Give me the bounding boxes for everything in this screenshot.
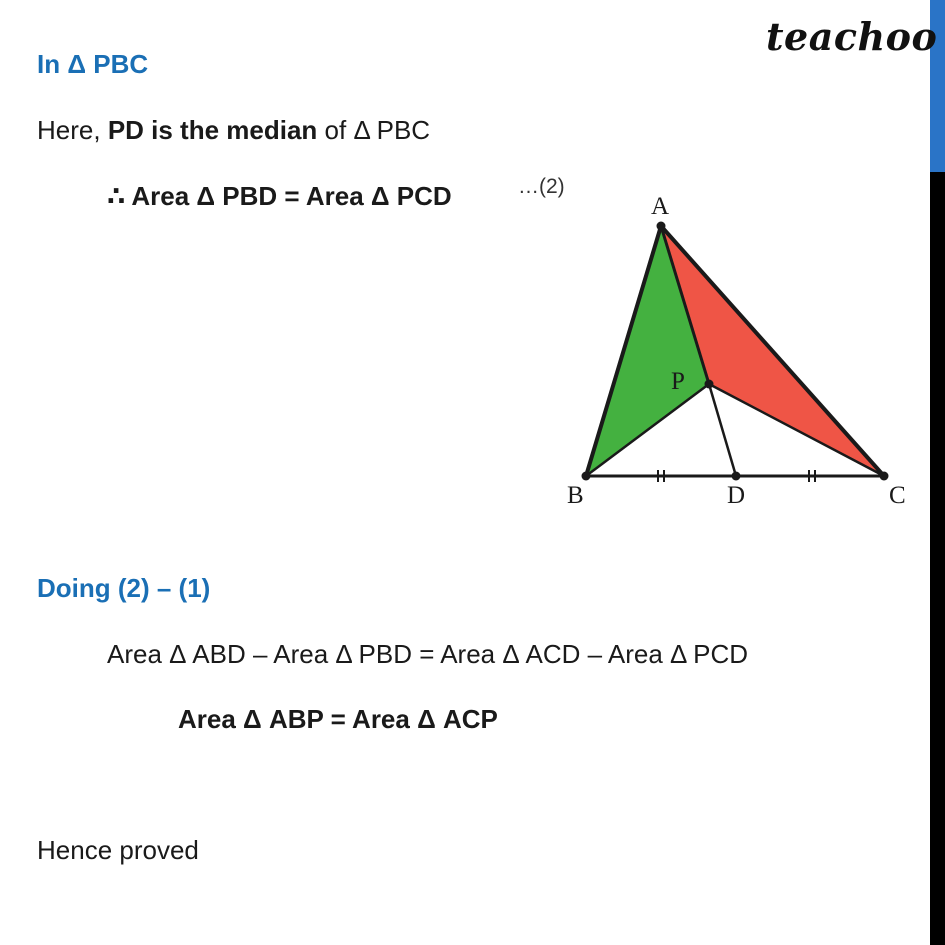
subtraction-equation: Area Δ ABD – Area Δ PBD = Area Δ ACD – Area Δ PCD xyxy=(107,639,749,669)
triangle-figure xyxy=(555,188,920,518)
label-d: D xyxy=(727,482,746,509)
area-conclusion: ∴ Area Δ PBD = Area Δ PCD xyxy=(107,181,452,211)
vertex-a-dot xyxy=(657,222,666,231)
hence-proved: Hence proved xyxy=(37,835,199,865)
point-d-dot xyxy=(732,472,741,481)
vertex-c-dot xyxy=(880,472,889,481)
teachoo-logo: teachoo xyxy=(766,14,938,59)
median-statement xyxy=(37,115,430,146)
point-p-dot xyxy=(705,380,714,389)
median-pd xyxy=(709,384,736,476)
vertex-b-dot xyxy=(582,472,591,481)
section-heading-doing: Doing (2) – (1) xyxy=(37,573,211,603)
label-b: B xyxy=(567,482,584,509)
section-heading-pbc: In Δ PBC xyxy=(37,49,149,79)
label-p: P xyxy=(671,368,685,395)
label-a: A xyxy=(651,193,670,220)
median-statement-prefix: Here, xyxy=(37,115,108,145)
median-statement-suffix: of Δ PBC xyxy=(317,115,431,145)
equation-reference: …(2) xyxy=(518,175,565,198)
median-statement-bold: PD is the median xyxy=(107,115,318,145)
label-c: C xyxy=(889,482,906,509)
result-equation: Area Δ ABP = Area Δ ACP xyxy=(178,704,498,734)
